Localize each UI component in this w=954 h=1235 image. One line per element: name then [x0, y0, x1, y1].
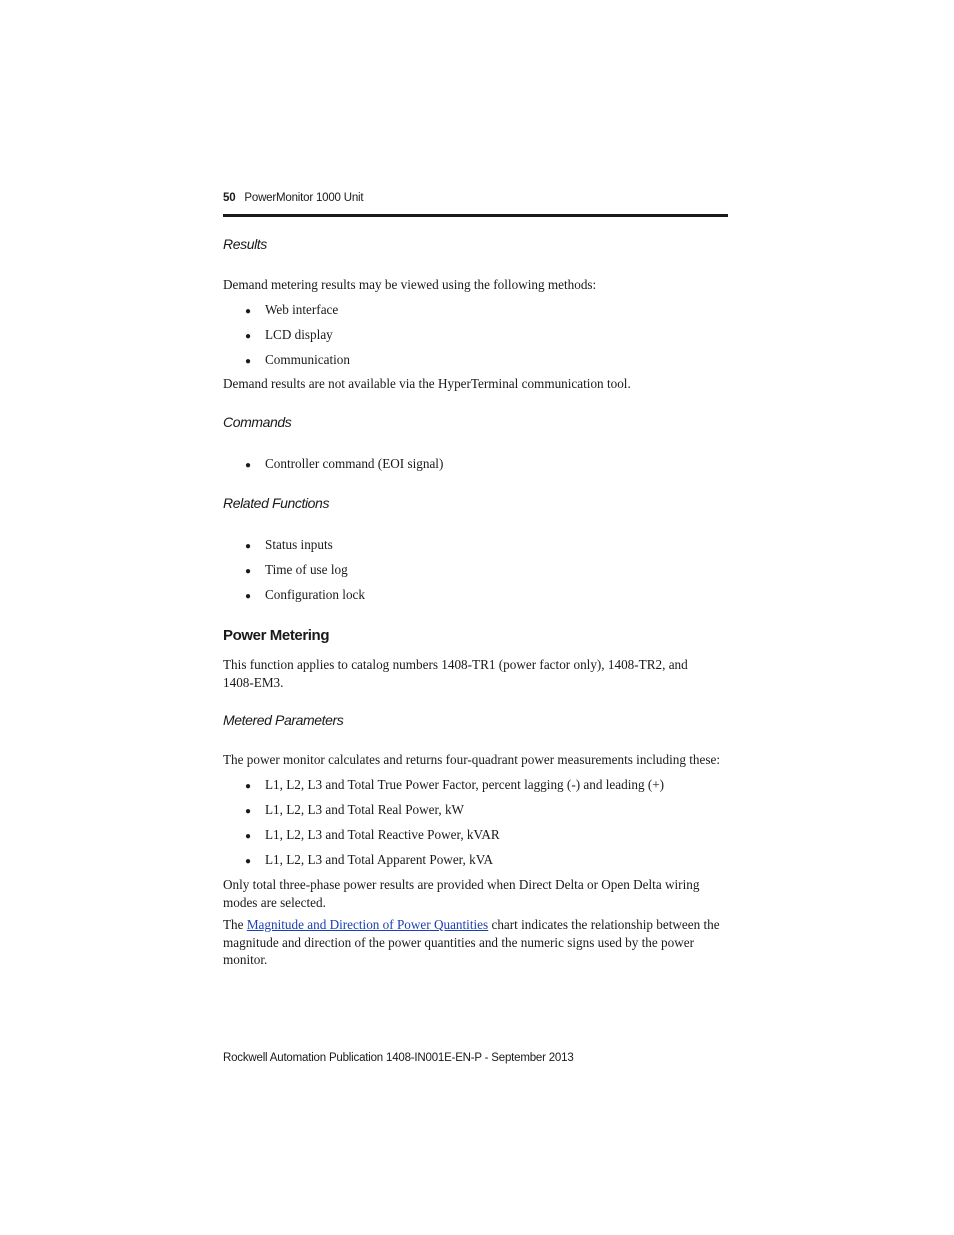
metered-intro: The power monitor calculates and returns four-quadrant power measurements including these:	[223, 752, 721, 767]
list-item: ● Communication	[245, 352, 350, 367]
page-number: 50	[223, 192, 236, 204]
magnitude-direction-link[interactable]: Magnitude and Direction of Power Quantities	[246, 917, 489, 932]
delta-note: Only total three-phase power results are provided when Direct Delta or Open Delta wiring modes are selected.	[223, 877, 700, 910]
metered-parameters-heading: Metered Parameters	[223, 712, 344, 728]
list-item: ● L1, L2, L3 and Total Apparent Power, kVA	[245, 852, 494, 867]
chart-reference-paragraph: The Magnitude and Direction of Power Quantities chart indicates the relationship between the magnitude and direction of the power quantities and the numeric signs used by the power monitor.	[223, 917, 720, 967]
list-item: ● LCD display	[245, 327, 333, 342]
related-functions-heading: Related Functions	[223, 495, 330, 511]
results-heading: Results	[223, 236, 267, 252]
commands-heading: Commands	[223, 414, 292, 430]
list-item: ● L1, L2, L3 and Total Real Power, kW	[245, 802, 465, 817]
running-header	[223, 192, 363, 204]
list-item: ● L1, L2, L3 and Total Reactive Power, kVAR	[245, 827, 500, 842]
list-item: ● L1, L2, L3 and Total True Power Factor, percent lagging (-) and leading (+)	[245, 777, 665, 792]
results-intro: Demand metering results may be viewed using the following methods:	[223, 277, 597, 292]
header-rule	[223, 214, 728, 217]
list-item: ● Time of use log	[245, 562, 348, 577]
list-item: ● Controller command (EOI signal)	[245, 456, 444, 471]
results-note: Demand results are not available via the HyperTerminal communication tool.	[223, 376, 631, 391]
power-metering-intro: This function applies to catalog numbers 1408-TR1 (power factor only), 1408-TR2, and 1408-EM3.	[223, 657, 688, 690]
list-item: ● Web interface	[245, 302, 339, 317]
list-item: ● Configuration lock	[245, 587, 365, 602]
footer-publication: Rockwell Automation Publication 1408-IN001E-EN-P - September 2013	[223, 1052, 574, 1064]
power-metering-heading: Power Metering	[223, 627, 330, 644]
header-title: PowerMonitor 1000 Unit	[244, 192, 364, 204]
list-item: ● Status inputs	[245, 537, 333, 552]
